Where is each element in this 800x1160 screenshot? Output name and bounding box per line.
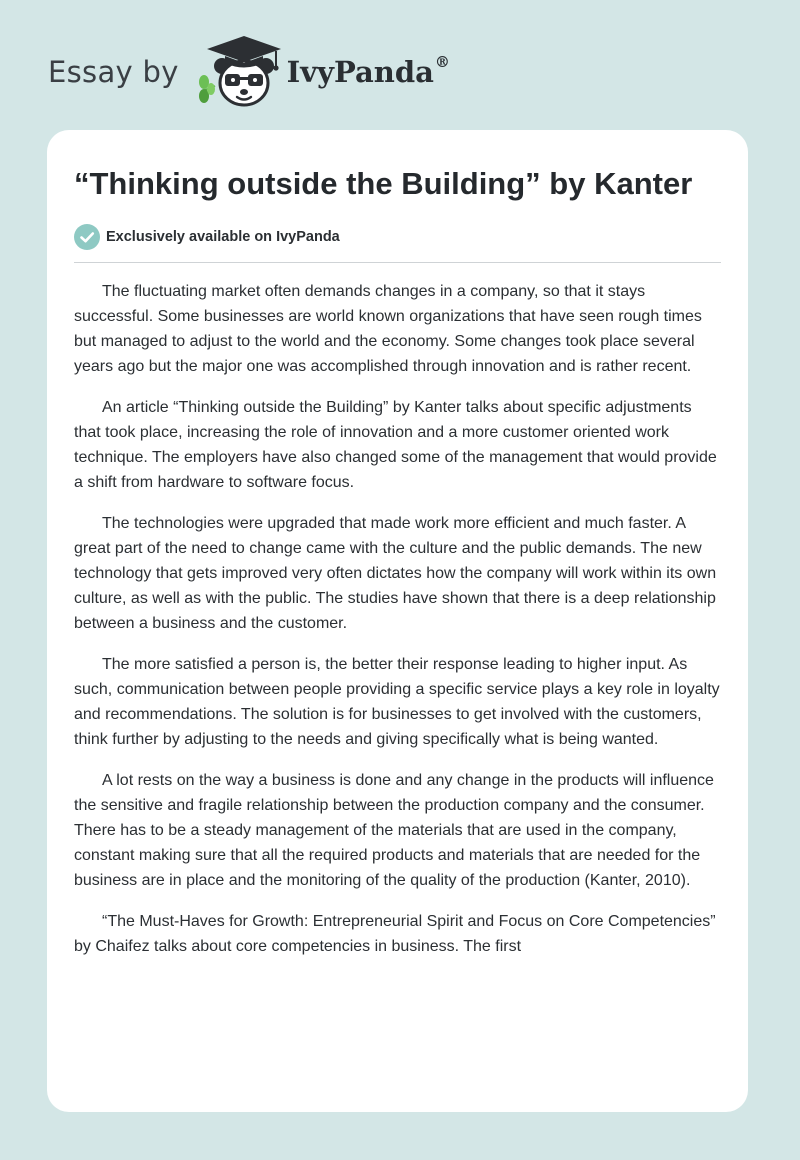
paragraph: The fluctuating market often demands changes in a company, so that it stays successful. Some businesses are world known organizations that have seen rough times but managed to adjust to the world and the economy. Some changes took place several years ago but the major one was accomplished through innovation and is rather recent. [74,283,702,375]
exclusive-label: Exclusively available on IvyPanda [106,229,340,245]
brand-name [287,55,450,89]
essay-content [47,130,748,959]
registered-mark: ® [434,53,450,71]
paragraph: “The Must-Haves for Growth: Entrepreneurial Spirit and Focus on Core Competencies” by Chaifez talks about core competencies in business. The first [74,913,716,955]
paragraph: An article “Thinking outside the Building” by Kanter talks about specific adjustments that took place, increasing the role of innovation and a more customer oriented work technique. The employers have also changed some of the management that would provide a shift from hardware to software focus. [74,399,717,491]
paragraph: The more satisfied a person is, the better their response leading to higher input. As such, communication between people providing a specific service plays a key role in loyalty and recommendations. The solution is for businesses to get involved with the customers, think further by adjusting to the needs and giving specifically what is being wanted. [74,656,720,748]
essay-card [47,130,748,1112]
essay-title: “Thinking outside the Building” by Kanter [74,166,693,201]
paragraph: A lot rests on the way a business is done and any change in the products will influence the sensitive and fragile relationship between the production company and the consumer. There has to be a steady management of the materials that are used in the company, constant making sure that all the required products and materials that are needed for the business are in place and the monitoring of the quality of the production (Kanter, 2010). [74,772,714,889]
exclusive-badge [74,224,721,263]
site-header [48,32,450,112]
paragraph: The technologies were upgraded that made work more efficient and much faster. A great part of the need to change came with the culture and the public demands. The new technology that gets improved very often dictates how the company will work within its own culture, as well as with the public. The studies have shown that there is a deep relationship between a business and the customer. [74,515,717,632]
check-circle-icon [74,224,100,250]
essay-body [74,279,721,959]
brand-prefix: Essay by [48,55,179,89]
panda-logo-icon[interactable] [195,32,285,112]
brand-name-text: IvyPanda [286,55,434,89]
